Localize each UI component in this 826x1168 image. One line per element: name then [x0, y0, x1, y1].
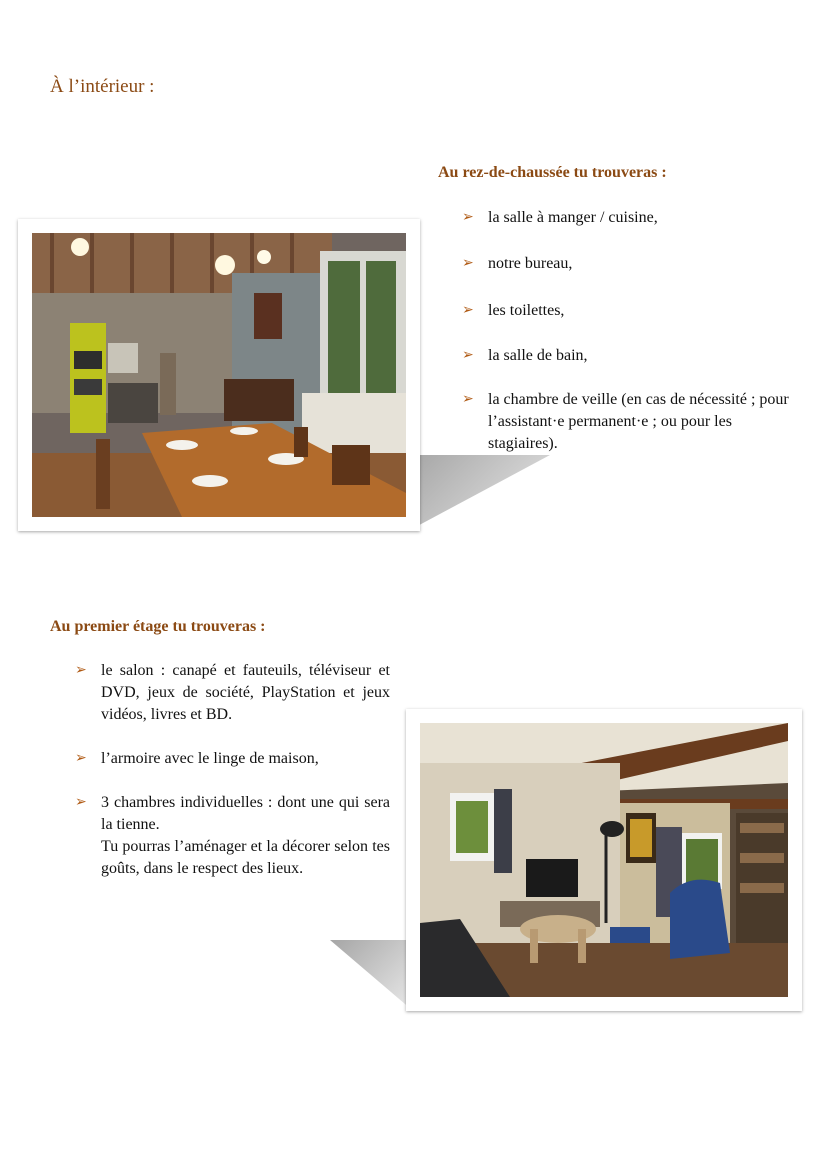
ground-floor-heading: Au rez-de-chaussée tu trouveras : — [438, 164, 667, 181]
arrowhead-bullet-icon: ➢ — [462, 210, 474, 225]
bedroom-note: Tu pourras l’aménager et la décorer selon tes goûts, dans le respect des lieux. — [101, 838, 390, 877]
arrowhead-bullet-icon: ➢ — [462, 348, 474, 363]
kitchen-photo-illustration — [32, 233, 406, 517]
arrowhead-bullet-icon: ➢ — [462, 392, 474, 407]
arrowhead-bullet-icon: ➢ — [75, 751, 87, 766]
living-room-photo — [420, 723, 788, 997]
living-room-photo-frame — [406, 709, 802, 1011]
arrowhead-bullet-icon: ➢ — [462, 256, 474, 271]
page-title: À l’intérieur : — [50, 76, 155, 97]
list-item: ➢ l’armoire avec le linge de maison, — [75, 750, 319, 767]
arrowhead-bullet-icon: ➢ — [75, 663, 87, 678]
list-item: ➢ 3 chambres individuelles : dont une qui sera la tienne. Tu pourras l’aménager et la décorer selon tes goûts, dans le respect des lieux. — [75, 792, 390, 880]
living-room-photo-illustration — [420, 723, 788, 997]
arrowhead-bullet-icon: ➢ — [462, 303, 474, 318]
list-item: ➢ la salle de bain, — [462, 347, 588, 364]
arrowhead-bullet-icon: ➢ — [75, 795, 87, 810]
list-item: ➢ les toilettes, — [462, 302, 565, 319]
list-item: ➢ la chambre de veille (en cas de nécessité ; pour l’assistant·e permanent·e ; ou pour les stagiaires). — [462, 391, 789, 452]
photo-shadow — [330, 940, 412, 1010]
list-item: ➢ le salon : canapé et fauteuils, téléviseur et DVD, jeux de société, PlayStation et jeux vidéos, livres et BD. — [75, 662, 390, 723]
list-item: ➢ la salle à manger / cuisine, — [462, 209, 658, 226]
list-item: ➢ notre bureau, — [462, 255, 573, 272]
kitchen-dining-photo — [32, 233, 406, 517]
photo-shadow — [410, 455, 550, 530]
first-floor-list — [75, 660, 390, 880]
first-floor-heading: Au premier étage tu trouveras : — [50, 618, 266, 635]
kitchen-photo-frame — [18, 219, 420, 531]
ground-floor-list — [462, 207, 792, 455]
